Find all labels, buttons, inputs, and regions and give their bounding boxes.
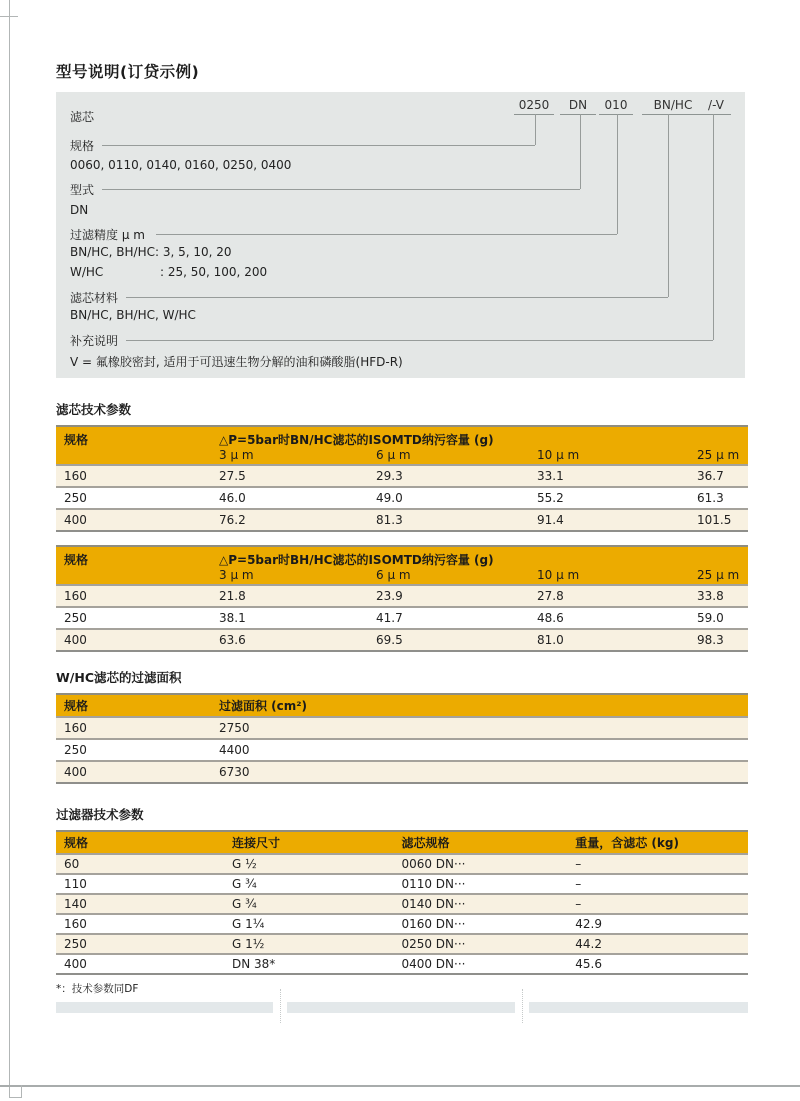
header-3um: 3 μ m xyxy=(219,448,254,462)
table-cell: 45.6 xyxy=(575,957,602,971)
table-header-row xyxy=(56,546,748,568)
label-type: 型式 xyxy=(70,183,95,197)
header-area: 过滤面积 (cm²) xyxy=(219,699,308,713)
table-subheader-row xyxy=(56,568,748,585)
table-cell: 69.5 xyxy=(376,633,403,647)
table-cell: – xyxy=(575,857,582,871)
connector-line xyxy=(580,114,581,189)
table-cell: 42.9 xyxy=(575,917,602,931)
table-cell: 2750 xyxy=(219,721,250,735)
label-filtration-rating: 过滤精度 μ m xyxy=(70,228,145,242)
header-empty xyxy=(56,448,219,465)
table-cell: 46.0 xyxy=(219,491,246,505)
table-cell: 6730 xyxy=(219,765,250,779)
label-material: 滤芯材料 xyxy=(70,291,119,305)
header-25um: 25 μ m xyxy=(697,448,740,462)
table-cell: 400 xyxy=(64,633,87,647)
bh-hc-capacity-table xyxy=(56,545,748,652)
connector-line xyxy=(126,340,713,341)
connector-line xyxy=(126,297,668,298)
value-suffix: V = 氟橡胶密封, 适用于可迅速生物分解的油和磷酸脂(HFD-R) xyxy=(70,355,403,369)
header-10um: 10 μ m xyxy=(537,568,580,582)
table-cell: 400 xyxy=(64,513,87,527)
footer-bar xyxy=(56,1002,273,1013)
table-cell: 250 xyxy=(64,491,87,505)
value-rating-bn: BN/HC, BH/HC: 3, 5, 10, 20 xyxy=(70,245,232,259)
table-row xyxy=(56,854,748,874)
connector-line xyxy=(156,234,617,235)
header-element-size: 滤芯规格 xyxy=(401,836,450,850)
page-border-bottom xyxy=(0,1085,800,1087)
bn-hc-capacity-table xyxy=(56,425,748,532)
table-cell: 0110 DN··· xyxy=(401,877,466,891)
table-cell: 400 xyxy=(64,765,87,779)
table-row xyxy=(56,739,748,761)
table-cell: 61.3 xyxy=(697,491,724,505)
table-cell: G ¾ xyxy=(231,877,257,891)
table-row xyxy=(56,874,748,894)
header-capacity: △P=5bar时BN/HC滤芯的ISOMTD纳污容量 (g) xyxy=(219,433,494,447)
table-row xyxy=(56,509,748,531)
table-header-row xyxy=(56,694,748,717)
table-row xyxy=(56,629,748,651)
table-cell: 160 xyxy=(64,589,87,603)
connector-line xyxy=(617,114,618,234)
table-cell: G 1½ xyxy=(231,937,265,951)
value-rating-w-name: W/HC xyxy=(70,265,104,279)
table-cell: 250 xyxy=(64,937,87,951)
label-suffix: 补充说明 xyxy=(70,334,119,348)
table-cell: 0250 DN··· xyxy=(401,937,466,951)
table-cell: G ½ xyxy=(231,857,257,871)
table-cell: 21.8 xyxy=(219,589,246,603)
whc-area-table xyxy=(56,693,748,784)
table-row xyxy=(56,761,748,783)
value-rating-w xyxy=(70,265,267,279)
table-row xyxy=(56,914,748,934)
table-cell: 38.1 xyxy=(219,611,246,625)
page-border-left xyxy=(9,0,10,1097)
header-capacity: △P=5bar时BH/HC滤芯的ISOMTD纳污容量 (g) xyxy=(219,553,494,567)
value-type: DN xyxy=(70,203,89,217)
header-10um: 10 μ m xyxy=(537,448,580,462)
code-token-size: 0250 xyxy=(514,98,554,115)
footer-bar xyxy=(529,1002,748,1013)
table-cell: 4400 xyxy=(219,743,250,757)
table-cell: 91.4 xyxy=(537,513,564,527)
table-row xyxy=(56,934,748,954)
table-cell: 33.8 xyxy=(697,589,724,603)
label-filter-element: 滤芯 xyxy=(70,110,95,124)
footer-bar xyxy=(287,1002,515,1013)
code-token-type: DN xyxy=(560,98,596,115)
code-token-material: BN/HC xyxy=(642,98,704,115)
header-25um: 25 μ m xyxy=(697,568,740,582)
table-cell: 63.6 xyxy=(219,633,246,647)
crop-mark-top-left xyxy=(0,16,18,17)
table-row xyxy=(56,585,748,607)
table-row xyxy=(56,894,748,914)
table-row xyxy=(56,465,748,487)
table-cell: 0160 DN··· xyxy=(401,917,466,931)
header-3um: 3 μ m xyxy=(219,568,254,582)
connector-line xyxy=(535,114,536,145)
table-cell: 160 xyxy=(64,721,87,735)
table-cell: 36.7 xyxy=(697,469,724,483)
header-size: 规格 xyxy=(64,836,89,850)
table-cell: 140 xyxy=(64,897,87,911)
connector-line xyxy=(102,189,580,190)
connector-line xyxy=(102,145,535,146)
table-cell: 76.2 xyxy=(219,513,246,527)
table-cell: 81.0 xyxy=(537,633,564,647)
table-cell: 0400 DN··· xyxy=(401,957,466,971)
table-cell: 0140 DN··· xyxy=(401,897,466,911)
table-cell: 27.5 xyxy=(219,469,246,483)
table-cell: 60 xyxy=(64,857,80,871)
table-cell: 44.2 xyxy=(575,937,602,951)
table-subheader-row xyxy=(56,448,748,465)
code-token-rating: 010 xyxy=(599,98,633,115)
table-cell: 49.0 xyxy=(376,491,403,505)
table-row xyxy=(56,717,748,739)
model-code-box xyxy=(56,92,745,378)
value-sizes: 0060, 0110, 0140, 0160, 0250, 0400 xyxy=(70,158,292,172)
value-materials: BN/HC, BH/HC, W/HC xyxy=(70,308,196,322)
header-empty xyxy=(56,568,219,585)
table-cell: 250 xyxy=(64,611,87,625)
footnote: *：技术参数同DF xyxy=(56,983,139,995)
label-size: 规格 xyxy=(70,139,95,153)
header-size: 规格 xyxy=(64,699,89,713)
footer-divider xyxy=(522,989,523,1023)
page-title: 型号说明(订贷示例) xyxy=(56,63,200,81)
table-cell: 55.2 xyxy=(537,491,564,505)
table-cell: 41.7 xyxy=(376,611,403,625)
table-cell: G 1¼ xyxy=(231,917,265,931)
section-title-whc-area: W/HC滤芯的过滤面积 xyxy=(56,670,182,685)
value-rating-w-values: : 25, 50, 100, 200 xyxy=(160,265,268,279)
section-title-element-params: 滤芯技术参数 xyxy=(56,402,132,417)
table-cell: DN 38* xyxy=(231,957,276,971)
table-cell: 160 xyxy=(64,469,87,483)
header-size: 规格 xyxy=(64,553,89,567)
table-cell: 81.3 xyxy=(376,513,403,527)
table-cell: 27.8 xyxy=(537,589,564,603)
table-row xyxy=(56,954,748,974)
table-cell: 59.0 xyxy=(697,611,724,625)
connector-line xyxy=(668,114,669,297)
table-cell: 29.3 xyxy=(376,469,403,483)
table-cell: 23.9 xyxy=(376,589,403,603)
header-6um: 6 μ m xyxy=(376,568,411,582)
table-cell: G ¾ xyxy=(231,897,257,911)
table-cell: – xyxy=(575,897,582,911)
table-cell: 48.6 xyxy=(537,611,564,625)
code-token-suffix: /-V xyxy=(701,98,731,115)
header-size: 规格 xyxy=(64,433,89,447)
table-header-row xyxy=(56,831,748,854)
table-cell: – xyxy=(575,877,582,891)
table-cell: 101.5 xyxy=(697,513,732,527)
header-connection: 连接尺寸 xyxy=(231,836,280,850)
table-cell: 160 xyxy=(64,917,87,931)
crop-mark-bottom-left-h xyxy=(9,1097,22,1098)
table-cell: 33.1 xyxy=(537,469,564,483)
table-cell: 400 xyxy=(64,957,87,971)
filter-params-table xyxy=(56,830,748,975)
header-6um: 6 μ m xyxy=(376,448,411,462)
connector-line xyxy=(713,114,714,340)
tables-area xyxy=(56,400,748,996)
header-weight: 重量，含滤芯 (kg) xyxy=(575,836,679,850)
footer-divider xyxy=(280,989,281,1023)
table-cell: 98.3 xyxy=(697,633,724,647)
table-row xyxy=(56,487,748,509)
table-header-row xyxy=(56,426,748,448)
table-cell: 110 xyxy=(64,877,87,891)
table-cell: 0060 DN··· xyxy=(401,857,466,871)
section-title-filter-params: 过滤器技术参数 xyxy=(56,807,144,822)
table-row xyxy=(56,607,748,629)
table-cell: 250 xyxy=(64,743,87,757)
